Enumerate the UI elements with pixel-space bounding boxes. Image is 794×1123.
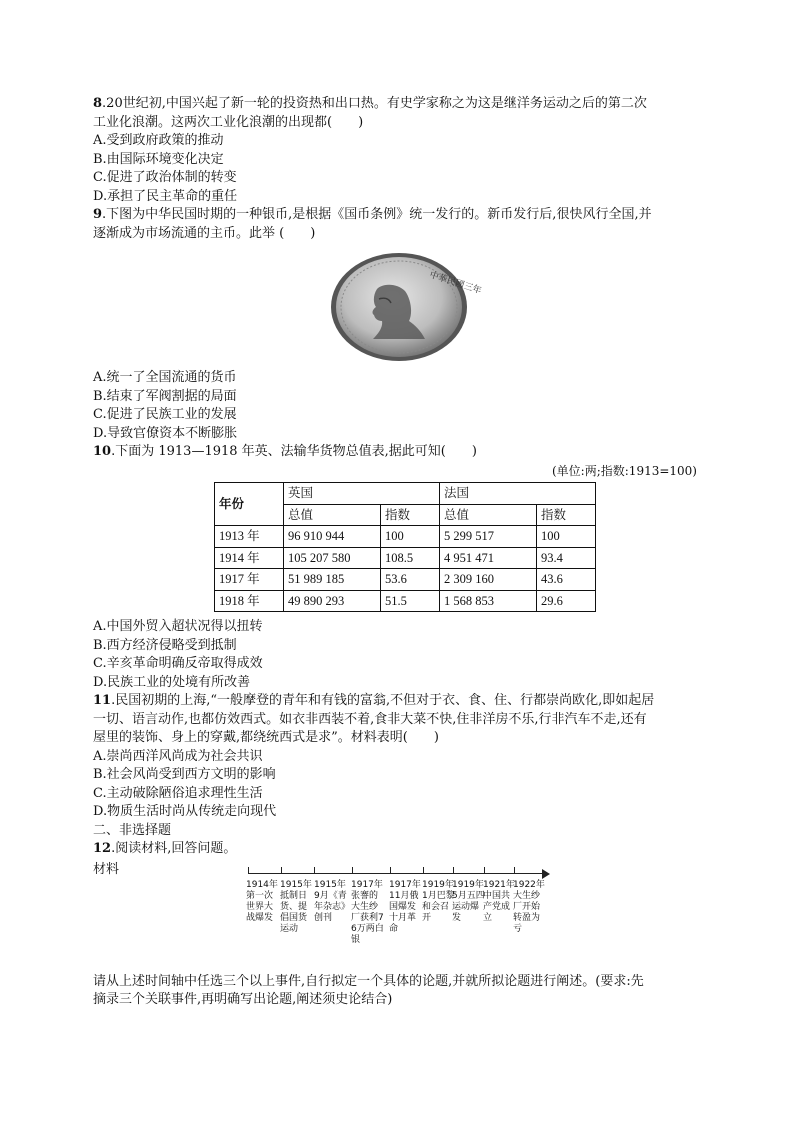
timeline-tick [453, 867, 454, 874]
question-11-option-a[interactable]: A.崇尚西洋风尚成为社会共识 [93, 748, 263, 764]
table-fr-index-header: 指数 [537, 504, 596, 526]
timeline-tick [514, 867, 515, 874]
question-12-stem: 12.阅读材料,回答问题。 [93, 841, 237, 856]
question-10-number: 10 [93, 444, 112, 459]
timeline-axis [248, 873, 544, 874]
question-10-option-d[interactable]: D.民族工业的处境有所改善 [93, 674, 251, 690]
question-11-stem-line3: 屋里的装饰、身上的穿戴,都绕统西式是求”。材料表明( ) [93, 730, 439, 745]
timeline-event: 1919年5月五四运动爆发 [452, 879, 485, 923]
question-10-option-a[interactable]: A.中国外贸入超状况得以扭转 [93, 619, 263, 634]
table-cell-fr-total: 1 568 853 [440, 590, 537, 612]
table-cell-uk-index: 108.5 [381, 547, 440, 569]
question-9-number: 9 [93, 207, 103, 222]
timeline-event: 1914年第一次世界大战爆发 [246, 879, 278, 923]
table-unit-note: (单位:两;指数:1913=100) [552, 463, 697, 478]
timeline-event: 1917年11月俄国爆发十月革命 [389, 879, 421, 934]
question-8-stem-line1: 8.20世纪初,中国兴起了新一轮的投资热和出口热。有史学家称之为这是继洋务运动之后的第二次 [93, 96, 647, 111]
timeline-tick [314, 867, 315, 874]
question-11-number: 11 [93, 693, 112, 708]
material-label: 材料 [93, 861, 120, 877]
coin-figure [93, 251, 705, 363]
table-cell-uk-index: 53.6 [381, 569, 440, 591]
table-row [215, 569, 596, 591]
timeline-event: 1915年9月《青年杂志》创刊 [314, 879, 347, 923]
table-cell-uk-total: 105 207 580 [284, 547, 381, 569]
question-11-option-d[interactable]: D.物质生活时尚从传统走向现代 [93, 804, 277, 819]
table-uk-header: 英国 [284, 483, 440, 505]
coin-svg [329, 251, 483, 363]
question-8-option-b[interactable]: B.由国际环境变化决定 [93, 151, 224, 167]
question-9 [93, 206, 705, 443]
question-12-prompt-line2: 摘录三个关联事件,再明确写出论题,阐述须史论结合) [93, 992, 393, 1007]
question-12-number: 12 [93, 841, 112, 856]
table-row [215, 590, 596, 612]
table-cell-fr-total: 5 299 517 [440, 526, 537, 548]
question-8-number: 8 [93, 96, 103, 111]
question-11-stem-line2: 一切、语言动作,也都仿效西式。如衣非西装不着,食非大菜不快,住非洋房不乐,行非汽车不走,还有 [93, 711, 647, 727]
table-cell-year: 1917 年 [215, 569, 284, 591]
table-cell-fr-total: 2 309 160 [440, 569, 537, 591]
section-2-title: 二、非选择题 [93, 822, 172, 838]
table-cell-uk-index: 51.5 [381, 590, 440, 612]
table-year-header: 年份 [215, 483, 284, 526]
table-cell-year: 1913 年 [215, 526, 284, 548]
timeline-tick [390, 867, 391, 874]
table-cell-year: 1914 年 [215, 547, 284, 569]
timeline-event: 1922年大生纱厂开始转盈为亏 [513, 879, 545, 934]
table-uk-total-header: 总值 [284, 504, 381, 526]
table-cell-fr-index: 29.6 [537, 590, 596, 612]
table-header-row-1 [215, 483, 596, 505]
question-8-stem-line2: 工业化浪潮。这两次工业化浪潮的出现都( ) [93, 114, 364, 130]
exam-content [93, 95, 705, 1010]
table-fr-total-header: 总值 [440, 504, 537, 526]
question-12 [93, 840, 705, 1010]
silver-yuan-coin-icon [329, 251, 483, 363]
timeline-event: 1921年中国共产党成立 [483, 879, 515, 923]
question-8-option-a[interactable]: A.受到政府政策的推动 [93, 133, 224, 148]
question-8-option-c[interactable]: C.促进了政治体制的转变 [93, 170, 237, 185]
timeline-figure [93, 861, 705, 973]
question-11-option-b[interactable]: B.社会风尚受到西方文明的影响 [93, 767, 276, 782]
trade-table [214, 482, 596, 612]
question-8-option-d[interactable]: D.承担了民主革命的重任 [93, 188, 238, 204]
table-cell-fr-index: 93.4 [537, 547, 596, 569]
timeline-tick [423, 867, 424, 874]
table-uk-index-header: 指数 [381, 504, 440, 526]
timeline-tick [352, 867, 353, 874]
question-9-option-c[interactable]: C.促进了民族工业的发展 [93, 407, 237, 422]
timeline-arrow-icon [542, 869, 550, 879]
timeline-tick [248, 867, 249, 874]
question-10-option-b[interactable]: B.西方经济侵略受到抵制 [93, 637, 237, 653]
table-row [215, 526, 596, 548]
table-cell-fr-index: 43.6 [537, 569, 596, 591]
question-11 [93, 692, 705, 822]
question-9-option-d[interactable]: D.导致官僚资本不断膨胀 [93, 425, 238, 441]
table-cell-uk-index: 100 [381, 526, 440, 548]
table-cell-fr-index: 100 [537, 526, 596, 548]
question-9-stem-line2: 逐渐成为市场流通的主币。此举 ( ) [93, 225, 316, 241]
question-11-stem-line1: 11.民国初期的上海,“一般摩登的青年和有钱的富翁,不但对于衣、食、住、行都崇尚欧化,即如起居 [93, 693, 655, 708]
table-cell-uk-total: 96 910 944 [284, 526, 381, 548]
table-cell-year: 1918 年 [215, 590, 284, 612]
timeline-event: 1915年抵制日货、提倡国货运动 [280, 879, 312, 934]
question-11-option-c[interactable]: C.主动破除陋俗追求理性生活 [93, 785, 263, 801]
question-12-prompt-line1: 请从上述时间轴中任选三个以上事件,自行拟定一个具体的论题,并就所拟论题进行阐述。(要求:先 [93, 973, 644, 989]
question-8 [93, 95, 705, 206]
question-10 [93, 443, 705, 692]
question-10-stem: 10.下面为 1913—1918 年英、法输华货物总值表,据此可知( ) [93, 444, 477, 459]
question-9-option-b[interactable]: B.结束了军阀割据的局面 [93, 388, 237, 404]
table-row [215, 547, 596, 569]
timeline-tick [484, 867, 485, 874]
question-9-option-a[interactable]: A.统一了全国流通的货币 [93, 370, 237, 385]
table-fr-header: 法国 [440, 483, 596, 505]
question-9-stem-line1: 9.下图为中华民国时期的一种银币,是根据《国币条例》统一发行的。新币发行后,很快风行全国,并 [93, 207, 652, 222]
question-10-option-c[interactable]: C.辛亥革命明确反帝取得成效 [93, 656, 263, 671]
timeline-event: 1919年1月巴黎和会召开 [422, 879, 455, 923]
timeline-event: 1917年张謇的大生纱厂获利76万两白银 [351, 879, 384, 945]
table-cell-uk-total: 49 890 293 [284, 590, 381, 612]
coin-legend: 中華民國三年 [428, 270, 483, 297]
timeline-tick [281, 867, 282, 874]
table-cell-uk-total: 51 989 185 [284, 569, 381, 591]
table-cell-fr-total: 4 951 471 [440, 547, 537, 569]
